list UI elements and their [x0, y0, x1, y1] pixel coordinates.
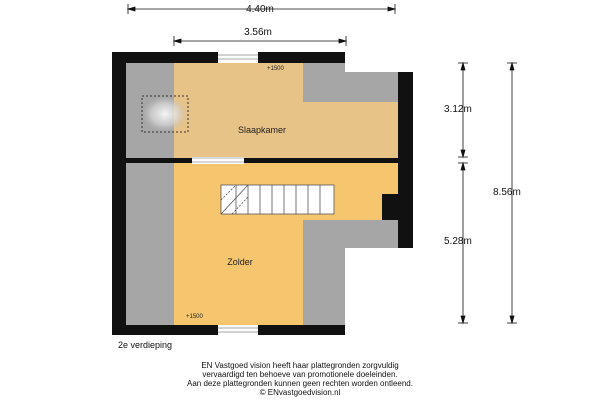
disclaimer-line: Aan deze plattegronden kunnen geen rechten worden ontleend. [187, 379, 413, 388]
height-mark-bottom: +1500 [186, 314, 203, 320]
disclaimer-line: vervaardigd ten behoeve van promotionele doeleinden. [202, 370, 398, 379]
dimension-label-total-height: 8.56m [493, 187, 521, 198]
disclaimer [0, 361, 600, 397]
room-label-slaapkamer: Slaapkamer [237, 125, 287, 135]
skylight [142, 96, 188, 132]
window-top [218, 52, 258, 63]
door-opening [192, 157, 244, 164]
staircase [221, 185, 334, 214]
window-bottom [218, 325, 258, 335]
disclaimer-line: © ENvastgoedvision.nl [259, 388, 341, 397]
disclaimer-line: EN Vastgoed vision heeft haar plattegronden zorgvuldig [201, 361, 399, 370]
interior-wall [126, 158, 398, 163]
dimension-label-inner-width: 3.56m [244, 27, 272, 38]
height-mark-top: +1500 [267, 66, 284, 72]
floor-label: 2e verdieping [118, 340, 173, 350]
chimney [382, 194, 398, 220]
room-label-zolder: Zolder [227, 257, 253, 267]
dimension-label-overall-width: 4.40m [246, 4, 274, 15]
dimension-label-upper-height: 3.12m [444, 104, 472, 115]
dimension-label-lower-height: 5.28m [444, 236, 472, 247]
